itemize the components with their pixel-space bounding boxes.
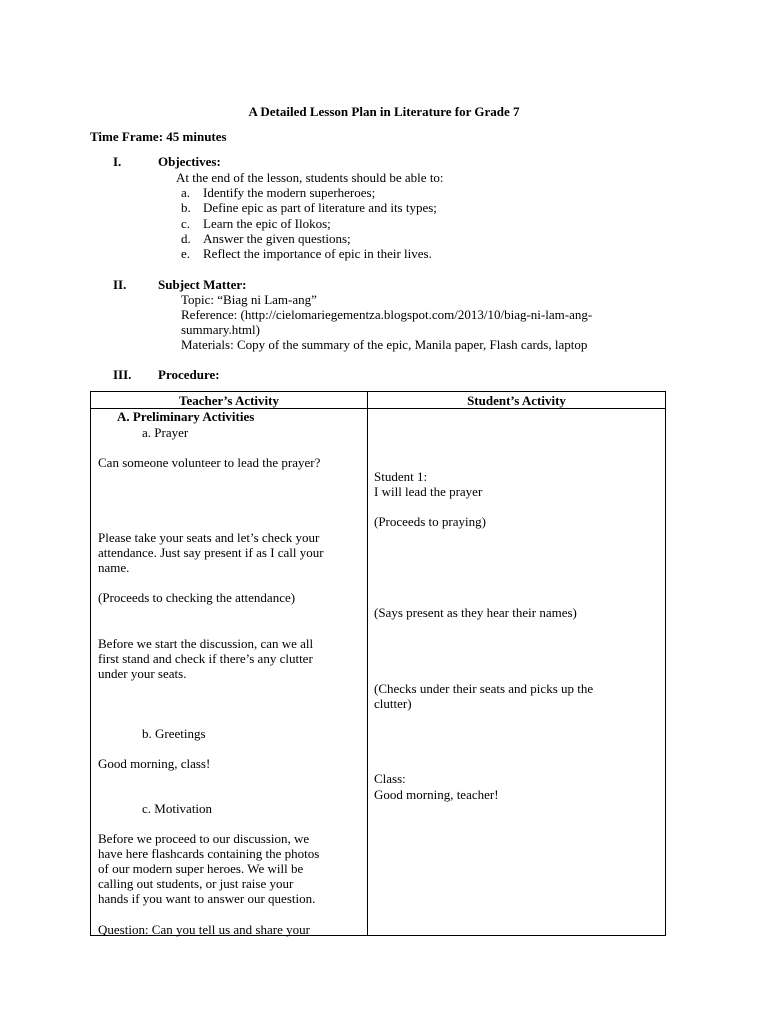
procedure-numeral: III. — [113, 367, 132, 382]
motivation-question: Question: Can you tell us and share your — [98, 922, 310, 937]
objective-letter: e. — [181, 246, 191, 261]
present-action: (Says present as they hear their names) — [374, 605, 577, 620]
motivation-text-line: Before we proceed to our discussion, we — [98, 831, 310, 846]
objective-text: Identify the modern superheroes; — [203, 185, 376, 200]
seats-text-line: Please take your seats and let’s check your — [98, 530, 320, 545]
objective-text: Define epic as part of literature and its types; — [203, 200, 437, 215]
table-column-divider — [367, 392, 368, 935]
procedure-heading: Procedure: — [158, 367, 220, 382]
student-1-label: Student 1: — [374, 469, 428, 484]
clutter-text-line: first stand and check if there’s any clutter — [98, 651, 313, 666]
objective-letter: c. — [181, 216, 191, 231]
attendance-action: (Proceeds to checking the attendance) — [98, 590, 296, 605]
objective-letter: a. — [181, 185, 191, 200]
time-frame: Time Frame: 45 minutes — [90, 129, 227, 144]
prayer-question: Can someone volunteer to lead the prayer? — [98, 455, 321, 470]
clutter-text-line: Before we start the discussion, can we all — [98, 636, 314, 651]
greetings-label: b. Greetings — [142, 726, 206, 741]
motivation-label: c. Motivation — [142, 801, 213, 816]
reference-line: Reference: (http://cielomariegementza.blogspot.com/2013/10/biag-ni-lam-ang- — [181, 307, 593, 322]
objectives-numeral: I. — [113, 154, 122, 169]
student-1-reply: I will lead the prayer — [374, 484, 483, 499]
reference-line-continued: summary.html) — [181, 322, 260, 337]
class-greeting: Good morning, teacher! — [374, 787, 499, 802]
materials-line: Materials: Copy of the summary of the epic, Manila paper, Flash cards, laptop — [181, 337, 588, 352]
student-activity-header: Student’s Activity — [467, 393, 566, 408]
objective-text: Learn the epic of Ilokos; — [203, 216, 331, 231]
motivation-text-line: hands if you want to answer our question. — [98, 891, 316, 906]
motivation-text-line: have here flashcards containing the photos — [98, 846, 320, 861]
class-label: Class: — [374, 771, 406, 786]
teacher-greeting: Good morning, class! — [98, 756, 211, 771]
document-title: A Detailed Lesson Plan in Literature for Grade 7 — [248, 104, 520, 119]
seats-text-line: name. — [98, 560, 130, 575]
clutter-action-line: (Checks under their seats and picks up the — [374, 681, 594, 696]
objective-text: Answer the given questions; — [203, 231, 351, 246]
subject-matter-heading: Subject Matter: — [158, 277, 247, 292]
praying-action: (Proceeds to praying) — [374, 514, 486, 529]
clutter-action-line: clutter) — [374, 696, 412, 711]
prayer-label: a. Prayer — [142, 425, 189, 440]
teacher-activity-header: Teacher’s Activity — [178, 393, 279, 408]
topic-line: Topic: “Biag ni Lam-ang” — [181, 292, 317, 307]
activity-table — [90, 391, 666, 936]
seats-text-line: attendance. Just say present if as I call your — [98, 545, 324, 560]
preliminary-activities-heading: A. Preliminary Activities — [117, 409, 255, 424]
objectives-intro: At the end of the lesson, students should be able to: — [176, 170, 444, 185]
motivation-text-line: of our modern super heroes. We will be — [98, 861, 304, 876]
clutter-text-line: under your seats. — [98, 666, 187, 681]
subject-matter-numeral: II. — [113, 277, 127, 292]
objective-letter: d. — [181, 231, 191, 246]
motivation-text-line: calling out students, or just raise your — [98, 876, 294, 891]
objectives-heading: Objectives: — [158, 154, 221, 169]
objective-letter: b. — [181, 200, 191, 215]
objective-text: Reflect the importance of epic in their lives. — [203, 246, 432, 261]
